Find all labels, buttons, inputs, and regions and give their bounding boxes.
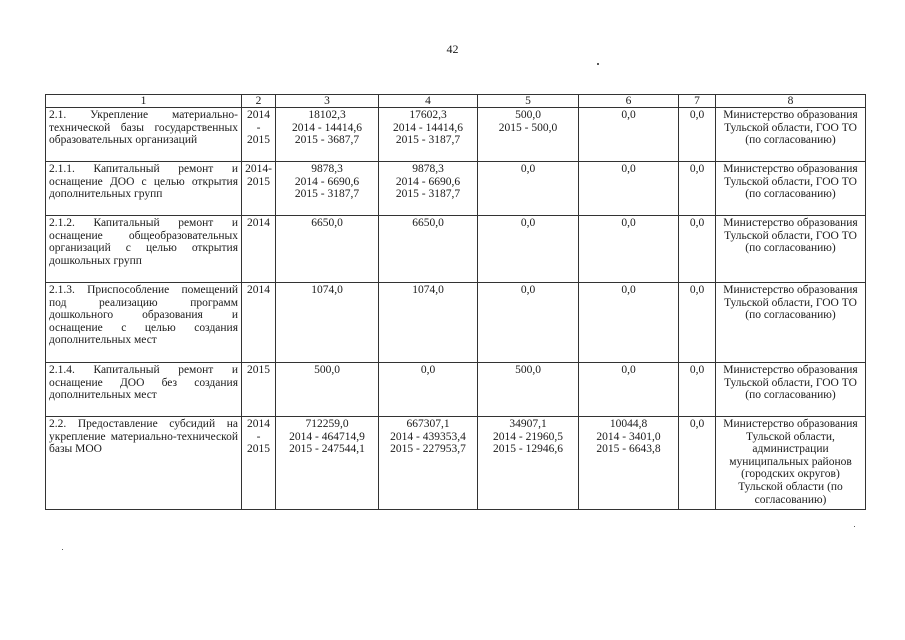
total-value: 9878,3	[311, 163, 343, 175]
total-amount	[276, 283, 379, 363]
measure-name: 2.1.4. Капитальный ремонт и оснащение ДОО без создания дополнительных мест	[46, 363, 242, 417]
period: 2014-2015	[242, 162, 276, 216]
total-value: 500,0	[314, 364, 340, 376]
federal-2014: 2014 - 21960,5	[493, 430, 563, 443]
regional-2014: 2014 - 439353,4	[390, 430, 466, 443]
other-sources	[679, 283, 716, 363]
local-value: 0,0	[621, 109, 636, 121]
regional-2014: 2014 - 14414,6	[393, 121, 463, 134]
scan-speck	[597, 63, 599, 65]
regional-budget	[379, 417, 478, 510]
local-value: 0,0	[621, 217, 636, 229]
executor: Министерство образования Тульской области, ГОО ТО (по согласованию)	[716, 162, 866, 216]
table-row	[46, 162, 866, 216]
federal-2015: 2015 - 500,0	[498, 121, 558, 134]
federal-value: 34907,1	[509, 418, 547, 430]
total-value: 6650,0	[311, 217, 343, 229]
total-2015: 2015 - 3687,7	[294, 134, 360, 147]
federal-value: 0,0	[520, 217, 536, 229]
federal-budget	[478, 162, 579, 216]
regional-budget	[379, 162, 478, 216]
federal-value: 500,0	[515, 364, 541, 376]
scan-speck	[854, 526, 855, 527]
table-row	[46, 108, 866, 162]
regional-2014: 2014 - 6690,6	[395, 175, 461, 188]
total-amount	[276, 417, 379, 510]
period: 2014	[242, 216, 276, 283]
local-budget	[579, 363, 679, 417]
federal-budget	[478, 363, 579, 417]
total-2014: 2014 - 14414,6	[292, 121, 362, 134]
period: 2014	[242, 283, 276, 363]
regional-value: 17602,3	[409, 109, 447, 121]
other-value: 0,0	[689, 163, 705, 175]
local-value: 0,0	[621, 284, 636, 296]
table-row	[46, 363, 866, 417]
regional-budget	[379, 216, 478, 283]
column-number-7: 7	[679, 95, 716, 108]
regional-value: 6650,0	[412, 217, 444, 229]
measure-name: 2.1.3. Приспособление помещений под реализацию программ дошкольного образования и оснащение с целью создания дополнительных мест	[46, 283, 242, 363]
scan-speck	[62, 549, 63, 550]
total-value: 18102,3	[308, 109, 346, 121]
federal-2015: 2015 - 12946,6	[493, 443, 563, 456]
federal-budget	[478, 283, 579, 363]
regional-value: 9878,3	[412, 163, 444, 175]
federal-budget	[478, 417, 579, 510]
total-2014: 2014 - 6690,6	[294, 175, 360, 188]
column-number-1: 1	[46, 95, 242, 108]
executor: Министерство образования Тульской области, ГОО ТО (по согласованию)	[716, 283, 866, 363]
other-value: 0,0	[689, 109, 705, 121]
local-2014: 2014 - 3401,0	[596, 430, 661, 443]
federal-value: 0,0	[520, 163, 536, 175]
federal-budget	[478, 108, 579, 162]
local-2015: 2015 - 6643,8	[596, 443, 661, 456]
column-number-3: 3	[276, 95, 379, 108]
total-amount	[276, 162, 379, 216]
regional-2015: 2015 - 3187,7	[395, 134, 461, 147]
table-row	[46, 417, 866, 510]
total-2014: 2014 - 464714,9	[289, 430, 365, 443]
executor: Министерство образования Тульской области, ГОО ТО (по согласованию)	[716, 108, 866, 162]
other-value: 0,0	[689, 217, 705, 229]
total-value: 712259,0	[305, 418, 349, 430]
other-sources	[679, 363, 716, 417]
executor: Министерство образования Тульской области, ГОО ТО (по согласованию)	[716, 363, 866, 417]
column-number-8: 8	[716, 95, 866, 108]
table-row	[46, 283, 866, 363]
local-budget	[579, 417, 679, 510]
column-number-4: 4	[379, 95, 478, 108]
federal-value: 0,0	[520, 284, 536, 296]
executor: Министерство образования Тульской области, администрации муниципальных районов (городских округов) Тульской области (по согласованию)	[716, 417, 866, 510]
page-number: 42	[446, 42, 459, 56]
other-sources	[679, 108, 716, 162]
total-2015: 2015 - 247544,1	[289, 443, 365, 456]
other-value: 0,0	[689, 418, 705, 430]
regional-2015: 2015 - 3187,7	[395, 188, 461, 201]
local-budget	[579, 216, 679, 283]
table-row	[46, 216, 866, 283]
local-budget	[579, 108, 679, 162]
regional-budget	[379, 283, 478, 363]
program-measures-table	[45, 94, 866, 510]
other-sources	[679, 417, 716, 510]
local-budget	[579, 162, 679, 216]
regional-budget	[379, 363, 478, 417]
total-value: 1074,0	[311, 284, 343, 296]
regional-budget	[379, 108, 478, 162]
federal-budget	[478, 216, 579, 283]
period: 2014 - 2015	[242, 417, 276, 510]
total-amount	[276, 108, 379, 162]
column-numbers-row	[46, 95, 866, 108]
other-value: 0,0	[689, 364, 705, 376]
regional-value: 667307,1	[406, 418, 450, 430]
regional-value: 1074,0	[412, 284, 444, 296]
measure-name: 2.2. Предоставление субсидий на укрепление материально-технической базы МОО	[46, 417, 242, 510]
total-amount	[276, 363, 379, 417]
local-value: 0,0	[621, 163, 636, 175]
measure-name: 2.1.1. Капитальный ремонт и оснащение ДОО с целью открытия дополнительных групп	[46, 162, 242, 216]
local-budget	[579, 283, 679, 363]
column-number-5: 5	[478, 95, 579, 108]
period: 2014 - 2015	[242, 108, 276, 162]
executor: Министерство образования Тульской области, ГОО ТО (по согласованию)	[716, 216, 866, 283]
local-value: 10044,8	[609, 418, 648, 430]
total-2015: 2015 - 3187,7	[294, 188, 360, 201]
total-amount	[276, 216, 379, 283]
local-value: 0,0	[621, 364, 636, 376]
other-sources	[679, 162, 716, 216]
regional-2015: 2015 - 227953,7	[390, 443, 466, 456]
other-sources	[679, 216, 716, 283]
federal-value: 500,0	[515, 109, 541, 121]
column-number-2: 2	[242, 95, 276, 108]
measure-name: 2.1. Укрепление материально-технической базы государственных образовательных организаций	[46, 108, 242, 162]
period: 2015	[242, 363, 276, 417]
measure-name: 2.1.2. Капитальный ремонт и оснащение общеобразовательных организаций с целью открытия дошкольных групп	[46, 216, 242, 283]
regional-value: 0,0	[420, 364, 436, 376]
other-value: 0,0	[689, 284, 705, 296]
column-number-6: 6	[579, 95, 679, 108]
